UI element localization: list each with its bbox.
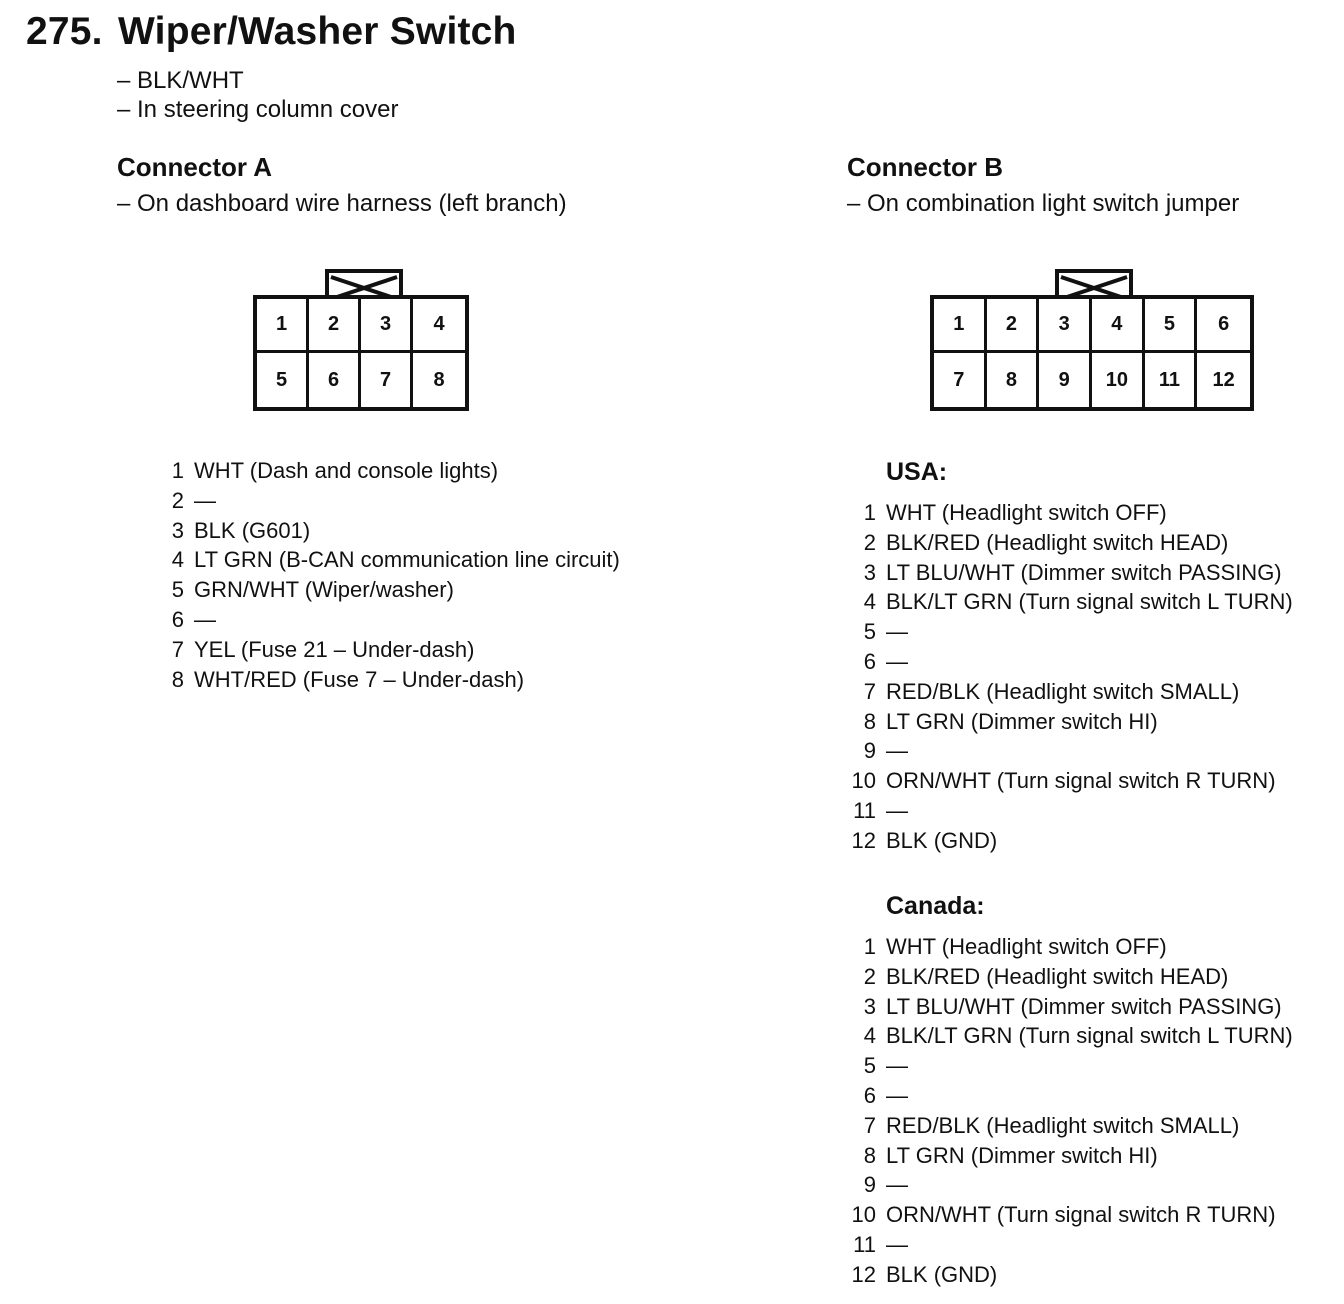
pin-number: 4 xyxy=(863,1023,876,1049)
connector-a-note: – On dashboard wire harness (left branch) xyxy=(117,190,567,217)
pin-row xyxy=(848,796,1293,826)
pin-description: — xyxy=(194,606,216,632)
usa-pin-list xyxy=(848,498,1293,856)
cavity-b-6: 6 xyxy=(1197,299,1250,353)
pin-description: YEL (Fuse 21 – Under-dash) xyxy=(194,636,475,662)
pin-row xyxy=(848,587,1293,617)
pin-description: — xyxy=(886,1231,908,1257)
pin-description: ORN/WHT (Turn signal switch R TURN) xyxy=(886,1202,1276,1228)
cavity-b-2: 2 xyxy=(987,299,1040,353)
cavity-a-2: 2 xyxy=(309,299,361,353)
pin-description: BLK/LT GRN (Turn signal switch L TURN) xyxy=(886,1023,1293,1049)
pin-number: 2 xyxy=(863,529,876,555)
pin-description: LT GRN (B-CAN communication line circuit) xyxy=(194,547,620,573)
canada-pin-list xyxy=(848,932,1293,1290)
cavity-a-7: 7 xyxy=(361,353,413,407)
subtitle-block xyxy=(117,66,398,124)
cavity-a-6: 6 xyxy=(309,353,361,407)
pin-number: 2 xyxy=(171,487,184,513)
pin-description: LT BLU/WHT (Dimmer switch PASSING) xyxy=(886,559,1282,585)
pin-number: 3 xyxy=(171,517,184,543)
pin-row xyxy=(156,516,620,546)
pin-row xyxy=(848,617,1293,647)
page-title xyxy=(26,10,517,54)
pin-row xyxy=(156,456,620,486)
pin-number: 3 xyxy=(863,993,876,1019)
cavity-b-11: 11 xyxy=(1145,353,1198,407)
cavity-b-3: 3 xyxy=(1039,299,1092,353)
pin-number: 7 xyxy=(863,1112,876,1138)
pin-description: LT GRN (Dimmer switch HI) xyxy=(886,708,1158,734)
cavity-a-3: 3 xyxy=(361,299,413,353)
section-number: 275. xyxy=(26,10,103,53)
pin-row xyxy=(848,1230,1293,1260)
pin-number: 12 xyxy=(851,1261,876,1287)
pin-description: LT BLU/WHT (Dimmer switch PASSING) xyxy=(886,993,1282,1019)
pin-number: 11 xyxy=(853,1231,876,1257)
section-title: Wiper/Washer Switch xyxy=(118,10,517,53)
pin-description: — xyxy=(194,487,216,513)
pin-number: 8 xyxy=(171,666,184,692)
pin-number: 10 xyxy=(851,768,876,794)
pin-number: 12 xyxy=(851,827,876,853)
pin-description: — xyxy=(886,738,908,764)
canada-heading: Canada: xyxy=(886,892,985,920)
connector-a-diagram xyxy=(253,269,469,411)
pin-description: BLK (GND) xyxy=(886,1261,998,1287)
cavity-b-4: 4 xyxy=(1092,299,1145,353)
cavity-b-1: 1 xyxy=(934,299,987,353)
pin-number: 1 xyxy=(171,458,184,483)
connector-b-heading: Connector B xyxy=(847,152,1003,182)
pin-number: 4 xyxy=(863,589,876,615)
pin-number: 5 xyxy=(863,1053,876,1079)
pin-description: WHT/RED (Fuse 7 – Under-dash) xyxy=(194,666,525,692)
pin-number: 2 xyxy=(863,963,876,989)
pin-row xyxy=(848,766,1293,796)
pin-number: 8 xyxy=(863,708,876,734)
connector-b-diagram xyxy=(930,269,1254,411)
pin-number: 10 xyxy=(851,1202,876,1228)
pin-number: 8 xyxy=(863,1142,876,1168)
cavity-a-8: 8 xyxy=(433,368,445,391)
pin-description: BLK/LT GRN (Turn signal switch L TURN) xyxy=(886,589,1293,615)
pin-row xyxy=(156,545,620,575)
pin-description: — xyxy=(886,1172,908,1198)
cavity-a-5: 5 xyxy=(257,353,309,407)
pin-row xyxy=(156,665,620,695)
pin-row xyxy=(848,962,1293,992)
pin-description: BLK (GND) xyxy=(886,827,998,853)
pin-row xyxy=(848,677,1293,707)
pin-description: — xyxy=(886,619,908,645)
pin-number: 1 xyxy=(863,934,876,959)
pin-description: LT GRN (Dimmer switch HI) xyxy=(886,1142,1158,1168)
cavity-b-12: 12 xyxy=(1212,368,1235,391)
connector-b-note: – On combination light switch jumper xyxy=(847,190,1240,217)
cavity-b-9: 9 xyxy=(1039,353,1092,407)
pin-number: 7 xyxy=(863,678,876,704)
pin-description: GRN/WHT (Wiper/washer) xyxy=(194,577,454,603)
pin-description: WHT (Headlight switch OFF) xyxy=(886,500,1167,525)
pin-number: 1 xyxy=(863,500,876,525)
pin-description: — xyxy=(886,1053,908,1079)
subtitle-color: – BLK/WHT xyxy=(117,67,244,94)
pin-number: 11 xyxy=(853,797,876,823)
pin-row xyxy=(848,1141,1293,1171)
cavity-b-8: 8 xyxy=(987,353,1040,407)
pin-number: 5 xyxy=(863,619,876,645)
cavity-b-5: 5 xyxy=(1145,299,1198,353)
pin-description: — xyxy=(886,648,908,674)
pin-row xyxy=(848,498,1293,528)
pin-row xyxy=(156,635,620,665)
pin-description: WHT (Headlight switch OFF) xyxy=(886,934,1167,959)
usa-heading: USA: xyxy=(886,458,948,486)
pin-row xyxy=(848,826,1293,856)
pin-row xyxy=(848,1170,1293,1200)
pin-row xyxy=(156,575,620,605)
pin-row xyxy=(848,932,1293,962)
pin-row xyxy=(156,605,620,635)
pin-row xyxy=(848,992,1293,1022)
pin-description: BLK (G601) xyxy=(194,517,311,543)
cavity-a-1: 1 xyxy=(257,299,309,353)
pin-description: BLK/RED (Headlight switch HEAD) xyxy=(886,963,1229,989)
pin-row xyxy=(848,558,1293,588)
pin-description: ORN/WHT (Turn signal switch R TURN) xyxy=(886,768,1276,794)
pin-description: — xyxy=(886,1082,908,1108)
pin-description: RED/BLK (Headlight switch SMALL) xyxy=(886,1112,1240,1138)
pin-number: 6 xyxy=(863,1082,876,1108)
cavity-a-4: 4 xyxy=(413,299,465,353)
pin-row xyxy=(848,1111,1293,1141)
pin-row xyxy=(848,1200,1293,1230)
subtitle-location: – In steering column cover xyxy=(117,96,399,123)
pin-row xyxy=(848,528,1293,558)
pin-description: BLK/RED (Headlight switch HEAD) xyxy=(886,529,1229,555)
pin-number: 3 xyxy=(863,559,876,585)
pin-row xyxy=(156,486,620,516)
pin-number: 6 xyxy=(171,606,184,632)
connector-a-heading: Connector A xyxy=(117,152,273,182)
pin-row xyxy=(848,1260,1293,1290)
pin-number: 7 xyxy=(171,636,184,662)
cavity-b-10: 10 xyxy=(1092,353,1145,407)
pin-number: 9 xyxy=(863,738,876,764)
pin-number: 5 xyxy=(171,577,184,603)
pin-row xyxy=(848,1021,1293,1051)
pin-description: — xyxy=(886,797,908,823)
connector-a-pin-list xyxy=(156,456,620,694)
pin-number: 6 xyxy=(863,648,876,674)
pin-row xyxy=(848,1081,1293,1111)
pin-row xyxy=(848,647,1293,677)
connector-a-cavities xyxy=(253,295,469,411)
pin-row xyxy=(848,736,1293,766)
cavity-b-7: 7 xyxy=(934,353,987,407)
pin-description: RED/BLK (Headlight switch SMALL) xyxy=(886,678,1240,704)
pin-number: 9 xyxy=(863,1172,876,1198)
pin-description: WHT (Dash and console lights) xyxy=(194,458,499,483)
pin-number: 4 xyxy=(171,547,184,573)
pin-row xyxy=(848,1051,1293,1081)
connector-b-cavities xyxy=(930,295,1254,411)
pin-row xyxy=(848,707,1293,737)
